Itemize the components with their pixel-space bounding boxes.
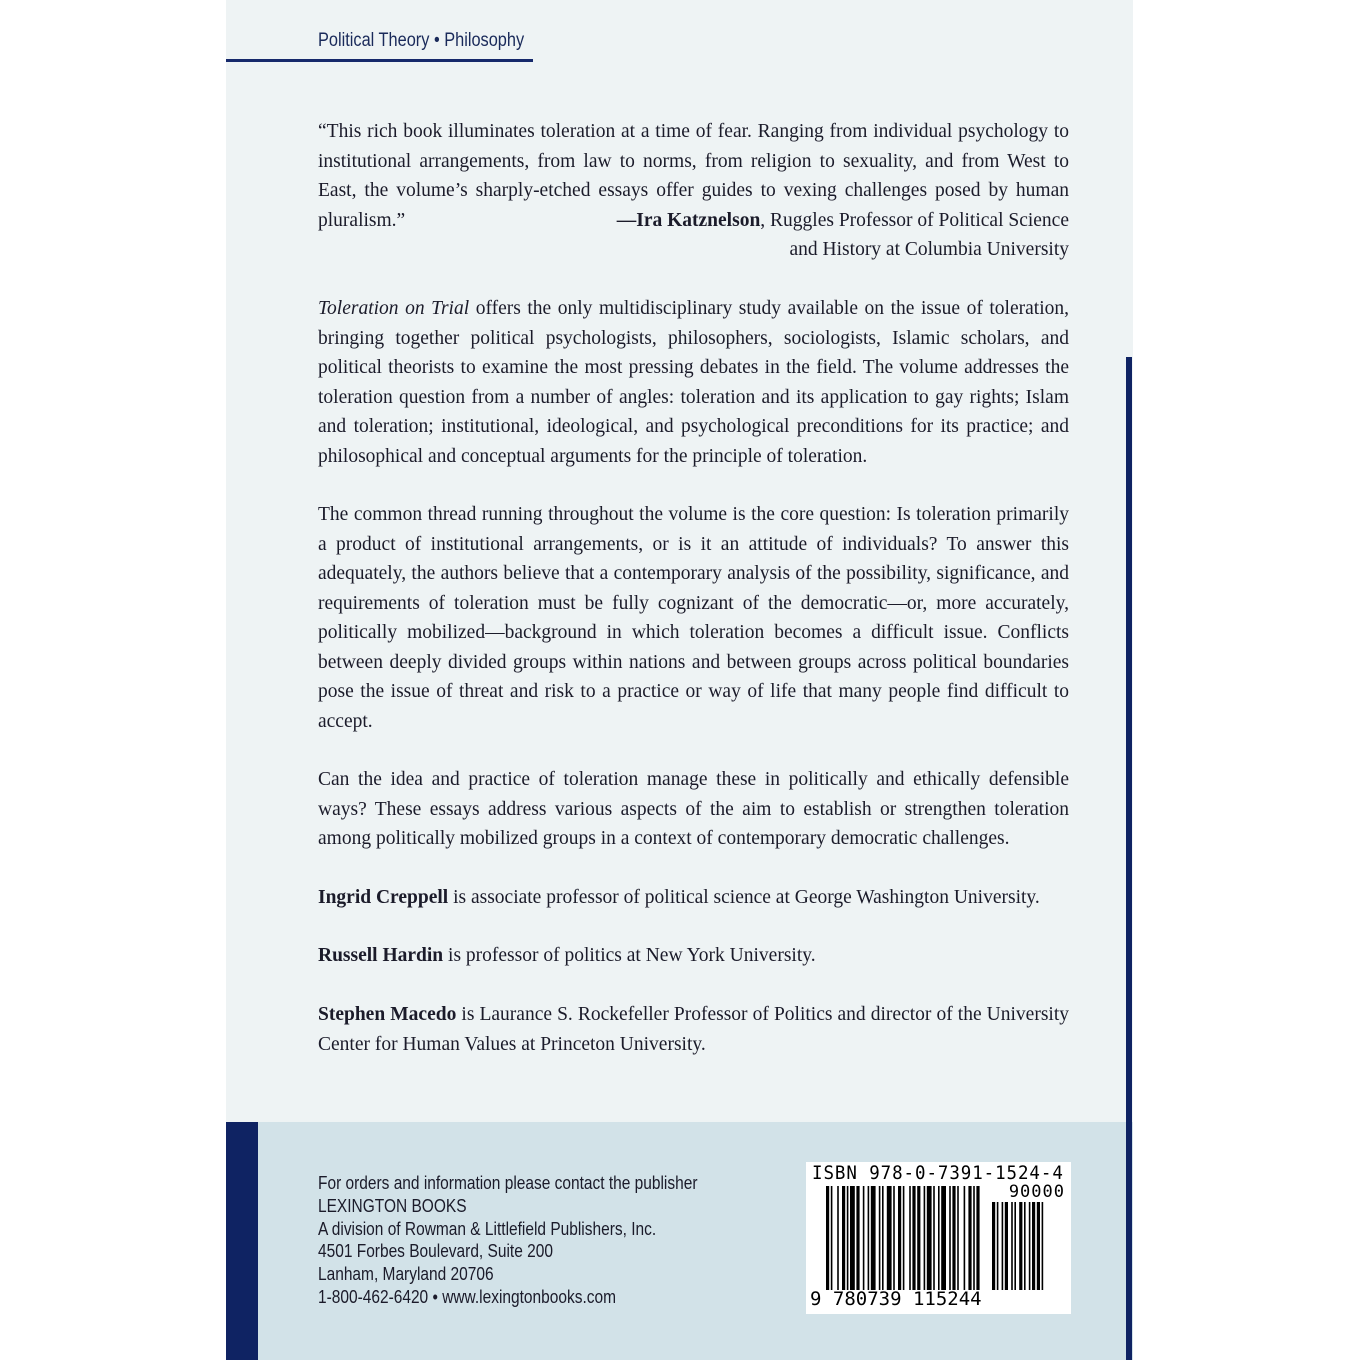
barcode-price-code: 90000 bbox=[1008, 1182, 1065, 1202]
endorser-title-line1: , Ruggles Professor of Political Science bbox=[760, 209, 1069, 231]
publisher-name: LEXINGTON BOOKS bbox=[318, 1195, 467, 1216]
back-cover bbox=[226, 0, 1133, 1360]
publisher-footer bbox=[226, 1122, 1133, 1360]
isbn-barcode bbox=[806, 1162, 1071, 1314]
author-bio-text: is associate professor of political science at George Washington University. bbox=[448, 887, 1040, 908]
publisher-street: 4501 Forbes Boulevard, Suite 200 bbox=[318, 1241, 553, 1262]
isbn-number: ISBN 978-0-7391-1524-4 bbox=[812, 1162, 1064, 1184]
endorsement-attribution bbox=[318, 206, 1069, 265]
endorsement-quote: “This rich book illuminates toleration at a time of fear. Ranging from individual psychology to institutional arrangements, from law to norms, from religion to sexuality, and from West to East, the volume’s sharply-etched essays offer guides to vexing challenges posed by human pluralism.” bbox=[318, 121, 1069, 231]
author-name: Russell Hardin bbox=[318, 945, 444, 966]
publisher-city: Lanham, Maryland 20706 bbox=[318, 1264, 494, 1285]
description-paragraph-1 bbox=[318, 294, 1069, 471]
description-paragraph-3 bbox=[318, 765, 1069, 854]
publisher-intro: For orders and information please contact the publisher bbox=[318, 1173, 698, 1193]
publisher-contact bbox=[318, 1172, 697, 1309]
author-bio bbox=[318, 883, 1069, 913]
endorser-name: —Ira Katznelson bbox=[616, 209, 761, 231]
author-name: Ingrid Creppell bbox=[318, 887, 449, 908]
footer-right-accent-bar bbox=[1126, 1122, 1132, 1360]
description-paragraph-2-text: The common thread running throughout the volume is the core question: Is toleration primarily a product of institutional arrangements, or is it an attitude of individuals? To answer this adequately, the authors believe that a contemporary analysis of the possibility, significance, and requirements of toleration must be fully cognizant of the democratic—or, more accurately, politically mobilized—background in which toleration becomes a difficult issue. Conflicts between deeply divided groups within nations and between groups across political boundaries pose the issue of threat and risk to a practice or way of life that many people find difficult to accept. bbox=[318, 504, 1069, 732]
publisher-phone-web: 1-800-462-6420 • www.lexingtonbooks.com bbox=[318, 1286, 616, 1307]
author-bio bbox=[318, 941, 1069, 971]
category-underline bbox=[226, 59, 533, 62]
endorser-title-line2: and History at Columbia University bbox=[789, 239, 1069, 260]
author-bio-text: is Laurance S. Rockefeller Professor of Politics and director of the University Center for Human Values at Princeton University. bbox=[318, 1004, 1069, 1055]
author-bio bbox=[318, 1000, 1069, 1059]
publisher-division: A division of Rowman & Littlefield Publishers, Inc. bbox=[318, 1218, 657, 1239]
footer-left-accent-bar bbox=[226, 1122, 258, 1360]
author-name: Stephen Macedo bbox=[318, 1004, 457, 1025]
description-paragraph-2 bbox=[318, 500, 1069, 736]
description-paragraph-3-text: Can the idea and practice of toleration manage these in politically and ethically defensible ways? These essays address various aspects of the aim to establish or strengthen toleration among politically mobilized groups in a context of contemporary democratic challenges. bbox=[318, 769, 1069, 849]
description-paragraph-1-text: offers the only multidisciplinary study available on the issue of toleration, bringing together political psychologists, philosophers, sociologists, Islamic scholars, and political theorists to examine the most pressing debates in the field. The volume addresses the toleration question from a number of angles: toleration and its application to gay rights; Islam and toleration; institutional, ideological, and psychological preconditions for its practice; and philosophical and conceptual arguments for the principle of toleration. bbox=[318, 298, 1069, 467]
author-bio-text: is professor of politics at New York University. bbox=[443, 945, 816, 966]
book-title: Toleration on Trial bbox=[318, 298, 470, 319]
barcode-digits: 9 780739 115244 bbox=[810, 1288, 982, 1310]
category-label: Political Theory • Philosophy bbox=[318, 30, 525, 51]
endorsement-blurb bbox=[318, 117, 1069, 265]
